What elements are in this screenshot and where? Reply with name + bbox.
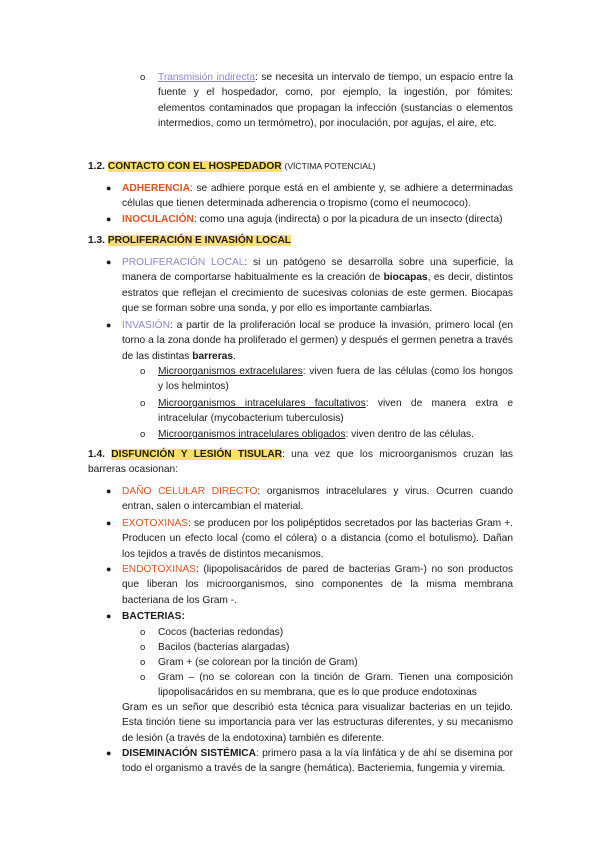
circle-bullet-icon: o xyxy=(140,429,146,440)
subitem-bacilos: Bacilos (bacterias alargadas) xyxy=(158,642,290,653)
transmision-indirecta-link[interactable]: Transmisión indirecta xyxy=(158,72,256,83)
section-subtitle: (VÍCTIMA POTENCIAL) xyxy=(284,161,376,171)
section-title: PROLIFERACIÓN E INVASIÓN LOCAL xyxy=(107,235,292,246)
bullet-icon: ● xyxy=(106,518,112,528)
dano-celular-label: DAÑO CELULAR DIRECTO xyxy=(122,486,258,497)
subitem-intracelulares-facultativos xyxy=(158,396,513,427)
endotoxinas-text: : (lipopolisacáridos de pared de bacterias Gram-) no son productos que liberan los microorganismos, sino componentes de la misma membrana bacteriana de los Gram -. xyxy=(122,564,513,606)
adherencia-item xyxy=(122,181,513,212)
proliferacion-item xyxy=(122,255,513,317)
section-title: CONTACTO CON EL HOSPEDADOR xyxy=(107,161,282,172)
section-heading-1-3 xyxy=(88,234,291,248)
circle-bullet-icon: o xyxy=(140,627,146,638)
subitem-cocos: Cocos (bacterias redondas) xyxy=(158,627,284,638)
proliferacion-text-2: , es decir, distintos estratos que reflejan el crecimiento de sucesivas colonias de este germen. Biocapas que se forman sobre una sonda, y por ello es importante cambiarlas. xyxy=(122,272,513,315)
subitem-gram-positive: Gram + (se colorean por la tinción de Gram) xyxy=(158,657,358,668)
transmision-indirecta-text: se necesita un intervalo de tiempo, un espacio entre la fuente y el hospedador, como, por ejemplo, la ingestión, por fómites: elementos contaminados que propagan la infección (sustancias o elementos intermedios, como un termómetro), por inoculación, por agujas, el aire, etc. xyxy=(158,72,513,130)
subitem-text: : viven de manera extra e intracelular (mycobacterium tuberculosis) xyxy=(158,398,514,425)
subitem-label: Microorganismos intracelulares facultativos xyxy=(158,398,366,409)
adherencia-text: : se adhiere porque está en el ambiente y, se adhiere a determinadas células que tienen determinada adherencia o tropismo (como el neumococo). xyxy=(122,183,513,210)
section-number: 1.3. xyxy=(88,235,105,246)
bullet-icon: ● xyxy=(106,486,112,496)
dano-celular-text: : organismos intracelulares y virus. Ocurren cuando entran, salen o intercambian el material. xyxy=(122,486,514,513)
invasion-label: INVASIÓN xyxy=(122,320,170,331)
section-number: 1.2. xyxy=(88,161,105,172)
subitem-label: Microorganismos intracelulares obligados xyxy=(158,429,346,440)
barreras-term: barreras xyxy=(192,350,233,362)
subitem-intracelulares-obligados xyxy=(158,427,513,442)
bullet-icon: ● xyxy=(106,183,112,193)
subitem-gram-negative: Gram – (no se colorean con la tinción de Gram. Tienen una composición lipopolisacáridos en su membrana, que es lo que produce endotoxinas xyxy=(158,672,513,699)
diseminacion-text: : primero pasa a la vía linfática y de ahí se disemina por todo el organismo a través de la sangre (hemática). Bacteriemia, fungemia y viremia. xyxy=(122,748,513,775)
circle-bullet-icon: o xyxy=(140,672,146,683)
bullet-icon: ● xyxy=(106,214,112,224)
exotoxinas-label: EXOTOXINAS xyxy=(122,518,189,529)
proliferacion-text-1: : si un patógeno se desarrolla sobre una superficie, la manera de comportarse habitualmente es la creación de xyxy=(122,257,513,284)
bacterias-label: BACTERIAS xyxy=(122,611,182,622)
section-heading-1-2 xyxy=(88,159,376,174)
proliferacion-label: PROLIFERACIÓN LOCAL xyxy=(122,257,245,268)
bullet-icon: ● xyxy=(106,748,112,758)
invasion-text-1: : a partir de la proliferación local se produce la invasión, primero local (en torno a la zona donde ha proliferado el germen) y después el germen penetra a través de las distintas xyxy=(122,320,513,362)
inoculacion-text: : como una aguja (indirecta) o por la picadura de un insecto (directa) xyxy=(193,214,503,225)
exotoxinas-text: : se producen por los polipéptidos secretados por las bacterias Gram +. Producen un efecto local (como el cólera) o a distancia (como el botulismo). Dañan los tejidos a través de distintos mecanismos. xyxy=(122,518,513,560)
subitem-text: : viven dentro de las células. xyxy=(345,429,474,440)
bullet-icon: ● xyxy=(106,257,112,267)
circle-bullet-icon: o xyxy=(140,398,146,409)
circle-bullet-icon: o xyxy=(140,657,146,668)
invasion-text-2: . xyxy=(233,350,236,362)
endotoxinas-label: ENDOTOXINAS xyxy=(122,564,196,575)
separator: : xyxy=(181,611,185,622)
section-heading-1-4 xyxy=(88,447,513,478)
bullet-icon: ● xyxy=(106,564,112,574)
gram-paragraph: Gram es un señor que describió esta técnica para visualizar bacterias en un tejido. Esta tinción tiene su importancia para ver las estructuras diferentes, y su mecanismo de lesión (a través de la endotoxina) también es diferente. xyxy=(122,702,513,744)
exotoxinas-item xyxy=(122,516,513,562)
invasion-item xyxy=(122,318,513,364)
biocapas-term: biocapas xyxy=(383,272,428,284)
bacterias-item xyxy=(122,609,513,624)
circle-bullet-icon: o xyxy=(140,72,146,83)
inoculacion-label: INOCULACIÓN xyxy=(122,214,194,225)
section-title: DISFUNCIÓN Y LESIÓN TISULAR xyxy=(111,449,283,460)
endotoxinas-item xyxy=(122,562,513,608)
subitem-extracelulares xyxy=(158,364,513,395)
adherencia-label: ADHERENCIA xyxy=(122,183,190,194)
bullet-icon: ● xyxy=(106,320,112,330)
section-number: 1.4. xyxy=(88,449,105,460)
subitem-text: : viven fuera de las células (como los hongos y los helmintos) xyxy=(158,366,513,393)
diseminacion-label: DISEMINACIÓN SISTÉMICA xyxy=(122,748,256,759)
section-intro: : una vez que los microorganismos cruzan las barreras ocasionan: xyxy=(88,449,513,476)
diseminacion-item xyxy=(122,746,513,777)
subitem-label: Microorganismos extracelulares xyxy=(158,366,303,377)
transmision-indirecta-item xyxy=(158,70,513,132)
circle-bullet-icon: o xyxy=(140,366,146,377)
separator: : xyxy=(255,72,262,83)
circle-bullet-icon: o xyxy=(140,642,146,653)
bullet-icon: ● xyxy=(106,611,112,621)
dano-celular-item xyxy=(122,484,513,515)
inoculacion-item xyxy=(122,212,513,227)
